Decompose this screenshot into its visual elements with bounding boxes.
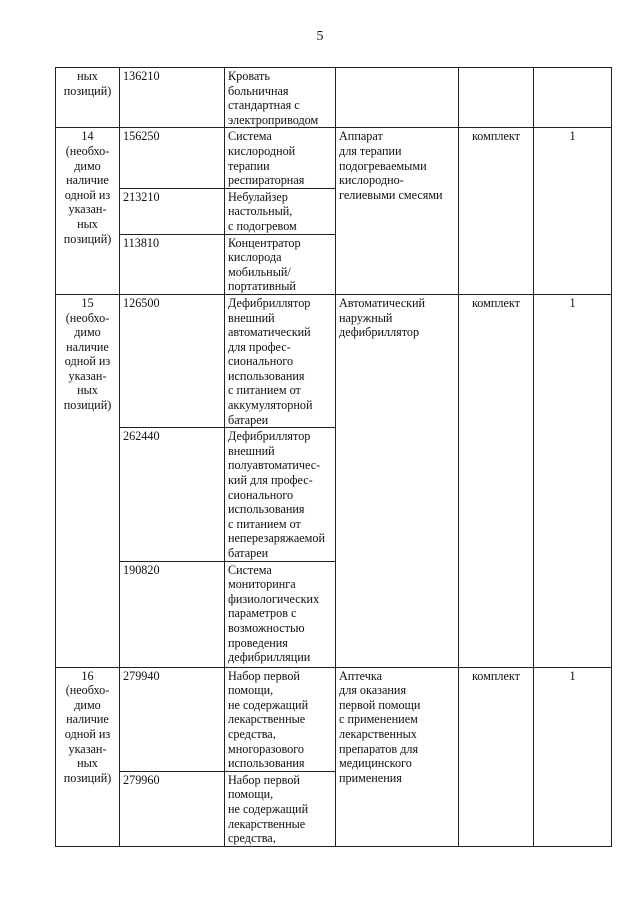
unit-cell: комплект (459, 667, 534, 846)
text-line: ных (77, 383, 98, 398)
text-line: Аппарат (339, 129, 383, 144)
text-line: Кровать (228, 69, 270, 83)
text-line: указан- (68, 741, 107, 756)
equipment-name-cell (336, 667, 459, 846)
code-cell: 156250 (120, 128, 225, 188)
text-line: наружный (339, 310, 393, 325)
text-line: Набор первой (228, 772, 300, 787)
code-cell: 279960 (120, 771, 225, 846)
text-line: для оказания (339, 683, 407, 698)
text-line: Дефибриллятор (228, 429, 311, 444)
text-line: 16 (81, 668, 94, 683)
text-line: наличие (66, 339, 109, 354)
equipment-name-cell (336, 128, 459, 295)
code-cell: 213210 (120, 188, 225, 234)
text-line: стандартная с (228, 98, 300, 113)
text-line: Небулайзер (228, 189, 288, 204)
text-line: указан- (68, 368, 107, 383)
text-line: с питанием от (228, 516, 301, 531)
text-line: помощи, (228, 787, 274, 802)
text-line: Набор первой (228, 668, 300, 683)
text-line: применения (339, 770, 402, 785)
table-row (56, 667, 612, 771)
text-line: гелиевыми смесями (339, 187, 443, 202)
text-line: Аптечка (339, 668, 383, 683)
text-line: 14 (81, 129, 94, 144)
text-line: средства, (228, 831, 276, 846)
item-name-cell (225, 188, 336, 234)
item-name-cell (225, 128, 336, 188)
text-line: использования (228, 502, 305, 517)
text-line: настольный, (228, 204, 293, 219)
text-line: помощи, (228, 683, 274, 698)
text-line: лекарственные (228, 816, 306, 831)
position-cell (56, 68, 120, 128)
text-line: лекарственные (228, 712, 306, 727)
text-line: наличие (66, 712, 109, 727)
text-line: ных (77, 216, 98, 231)
text-line: одной из (64, 354, 111, 369)
text-line: одной из (64, 726, 111, 741)
equipment-name-cell (336, 294, 459, 667)
text-line: полуавтоматичес- (228, 458, 321, 473)
text-line: терапии (228, 158, 270, 173)
text-line: подогреваемыми (339, 158, 427, 173)
text-line: позиций) (63, 83, 112, 98)
text-line: первой помощи (339, 697, 421, 712)
text-line: позиций) (63, 770, 112, 785)
code-cell: 279940 (120, 667, 225, 771)
code-cell: 126500 (120, 294, 225, 427)
text-line: проведения (228, 635, 288, 650)
text-line: Система (228, 129, 272, 144)
text-line: ных (77, 756, 98, 771)
position-cell (56, 128, 120, 295)
text-line: 15 (81, 295, 94, 310)
text-line: батареи (228, 546, 269, 560)
code-cell: 113810 (120, 234, 225, 294)
text-line: многоразового (228, 741, 305, 756)
text-line: кислородной (228, 143, 296, 158)
text-line: портативный (228, 279, 296, 294)
text-line: внешний (228, 310, 275, 325)
equipment-name-cell (336, 68, 459, 128)
item-name-cell (225, 294, 336, 427)
page-number: 5 (316, 29, 324, 44)
item-name-cell (225, 667, 336, 771)
position-cell (56, 294, 120, 667)
text-line: наличие (66, 173, 109, 188)
text-line: средства, (228, 726, 276, 741)
quantity-cell: 1 (534, 128, 612, 295)
text-line: дефибрилляции (228, 650, 311, 665)
text-line: использования (228, 756, 305, 771)
table-row (56, 294, 612, 427)
text-line: Дефибриллятор (228, 295, 311, 310)
text-line: возможностью (228, 620, 305, 635)
item-name-cell (225, 771, 336, 846)
text-line: лекарственных (339, 726, 417, 741)
quantity-cell: 1 (534, 667, 612, 846)
text-line: параметров с (228, 606, 297, 621)
text-line: для профес- (228, 339, 291, 354)
item-name-cell (225, 428, 336, 561)
text-line: для терапии (339, 143, 402, 158)
text-line: с подогревом (228, 218, 297, 233)
text-line: позиций) (63, 398, 112, 413)
text-line: Автоматический (339, 295, 426, 310)
text-line: с применением (339, 712, 418, 727)
text-line: дефибриллятор (339, 325, 420, 340)
unit-cell: комплект (459, 294, 534, 667)
quantity-cell (534, 68, 612, 128)
table-row (56, 128, 612, 188)
text-line: димо (74, 158, 101, 173)
text-line: не содержащий (228, 801, 309, 816)
text-line: не содержащий (228, 697, 309, 712)
text-line: аккумуляторной (228, 398, 313, 413)
text-line: электроприводом (228, 112, 319, 127)
position-cell (56, 667, 120, 846)
item-name-cell (225, 561, 336, 667)
text-line: неперезаряжаемой (228, 531, 326, 546)
text-line: (необхо- (65, 310, 110, 325)
text-line: батареи (228, 412, 269, 427)
text-line: физиологических (228, 591, 320, 606)
text-line: Концентратор (228, 235, 301, 250)
text-line: одной из (64, 187, 111, 202)
text-line: Система (228, 562, 272, 577)
text-line: мониторинга (228, 577, 296, 592)
text-line: позиций) (63, 231, 112, 246)
text-line: (необхо- (65, 683, 110, 698)
quantity-cell: 1 (534, 294, 612, 667)
text-line: препаратов для (339, 741, 419, 756)
code-cell: 136210 (120, 68, 225, 128)
code-cell: 190820 (120, 561, 225, 667)
text-line: (необхо- (65, 143, 110, 158)
text-line: мобильный/ (228, 264, 291, 279)
text-line: сионального (228, 354, 294, 369)
text-line: респираторная (228, 173, 305, 188)
table-row (56, 68, 612, 128)
item-name-cell (225, 68, 336, 128)
text-line: кислородно- (339, 173, 404, 188)
code-cell: 262440 (120, 428, 225, 561)
text-line: с питанием от (228, 383, 301, 398)
text-line: внешний (228, 443, 275, 458)
text-line: димо (74, 697, 101, 712)
unit-cell: комплект (459, 128, 534, 295)
text-line: автоматический (228, 325, 311, 340)
item-name-cell (225, 234, 336, 294)
text-line: медицинского (339, 756, 412, 771)
text-line: больничная (228, 83, 289, 98)
unit-cell (459, 68, 534, 128)
text-line: кислорода (228, 250, 282, 265)
text-line: использования (228, 368, 305, 383)
text-line: кий для профес- (228, 473, 313, 488)
equipment-table (55, 67, 612, 847)
text-line: ных (77, 69, 98, 83)
text-line: указан- (68, 202, 107, 217)
text-line: димо (74, 325, 101, 340)
text-line: сионального (228, 487, 294, 502)
